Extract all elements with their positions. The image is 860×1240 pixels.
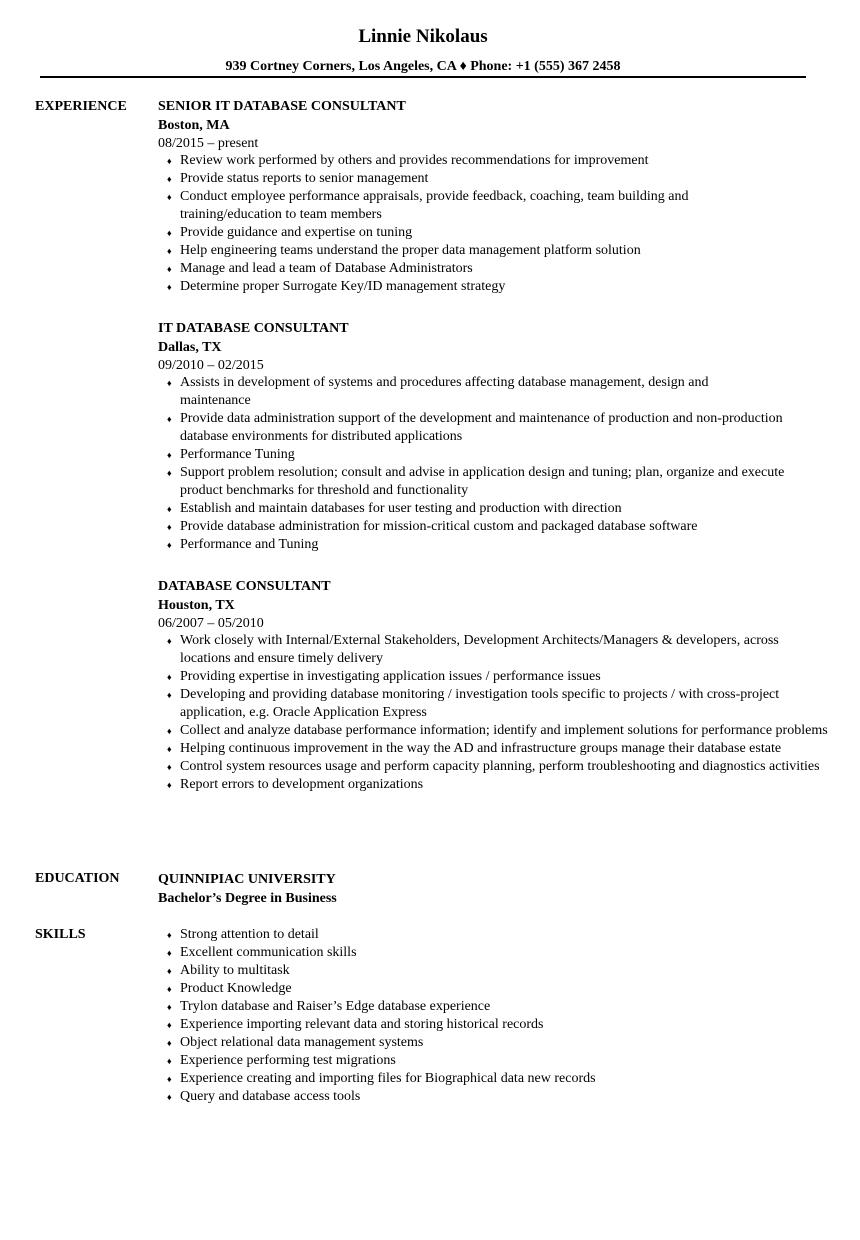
degree: Bachelor’s Degree in Business [158,891,337,906]
list-item: ♦ Provide database administration for mission-critical custom and packaged database software [167,519,698,534]
list-item: ♦ Performance Tuning [167,447,295,462]
bullet-icon: ♦ [167,636,172,646]
list-item: ♦ Providing expertise in investigating application issues / performance issues [167,669,601,684]
bullet-icon: ♦ [167,1038,172,1048]
bullet-icon: ♦ [167,228,172,238]
list-item: ♦ Object relational data management systems [167,1035,424,1050]
list-item: ♦ Help engineering teams understand the proper data management platform solution [167,243,641,258]
job-entry [158,98,818,296]
bullet-icon: ♦ [167,930,172,940]
bullet-icon: ♦ [167,282,172,292]
list-item: ♦ Provide status reports to senior management [167,171,429,186]
bullet-icon: ♦ [167,780,172,790]
list-item: ♦ Collect and analyze database performance information; identify and implement solutions for performance problems [167,723,828,738]
job-bullets [158,152,818,296]
bullet-icon: ♦ [167,450,172,460]
skills-list [158,926,818,1106]
bullet-icon: ♦ [167,468,172,478]
bullet-icon: ♦ [167,504,172,514]
bullet-icon: ♦ [167,192,172,202]
job-location: Boston, MA [158,118,230,133]
job-entry [158,320,818,554]
experience-list [158,98,828,818]
bullet-icon: ♦ [167,1002,172,1012]
bullet-icon: ♦ [167,984,172,994]
list-item: ♦ Report errors to development organizations [167,777,424,792]
job-entry [158,578,828,794]
bullet-icon: ♦ [167,378,172,388]
bullet-icon: ♦ [167,246,172,256]
list-item: ♦ Ability to multitask [167,963,290,978]
bullet-icon: ♦ [167,1092,172,1102]
list-item: ♦ Work closely with Internal/External Stakeholders, Development Architects/Managers & developers, across locations and ensure timely delivery [167,633,779,666]
contact-line: 939 Cortney Corners, Los Angeles, CA ♦ Phone: +1 (555) 367 2458 [225,59,621,74]
list-item: ♦ Strong attention to detail [167,927,319,942]
bullet-icon: ♦ [167,966,172,976]
bullet-icon: ♦ [167,540,172,550]
list-item: ♦ Experience performing test migrations [167,1053,396,1068]
list-item: ♦ Experience creating and importing files for Biographical data new records [167,1071,596,1086]
job-dates: 08/2015 – present [158,136,259,151]
job-bullets [158,632,828,794]
header-divider [40,76,806,78]
list-item: ♦ Trylon database and Raiser’s Edge database experience [167,999,491,1014]
section-label-experience: EXPERIENCE [35,99,127,114]
bullet-icon: ♦ [167,1074,172,1084]
bullet-icon: ♦ [167,672,172,682]
job-location: Dallas, TX [158,340,222,355]
job-dates: 09/2010 – 02/2015 [158,358,264,373]
list-item: ♦ Conduct employee performance appraisals, provide feedback, coaching, team building and training/education to team members [167,189,689,222]
resume-name: Linnie Nikolaus [358,26,488,47]
job-title: SENIOR IT DATABASE CONSULTANT [158,99,406,114]
list-item: ♦ Establish and maintain databases for user testing and production with direction [167,501,622,516]
school-name: QUINNIPIAC UNIVERSITY [158,872,336,887]
list-item: ♦ Review work performed by others and provides recommendations for improvement [167,153,649,168]
bullet-icon: ♦ [167,156,172,166]
bullet-icon: ♦ [167,264,172,274]
education-entry [158,870,818,908]
job-title: IT DATABASE CONSULTANT [158,321,349,336]
list-item: ♦ Developing and providing database monitoring / investigation tools specific to projects / with cross-project application, e.g. Oracle Application Express [167,687,780,720]
bullet-icon: ♦ [167,1056,172,1066]
bullet-icon: ♦ [167,174,172,184]
list-item: ♦ Provide data administration support of the development and maintenance of production and non-production database environments for distributed applications [167,411,783,444]
list-item: ♦ Provide guidance and expertise on tuning [167,225,413,240]
list-item: ♦ Performance and Tuning [167,537,319,552]
list-item: ♦ Control system resources usage and perform capacity planning, perform troubleshooting and diagnostics activities [167,759,820,774]
bullet-icon: ♦ [167,690,172,700]
list-item: ♦ Manage and lead a team of Database Administrators [167,261,473,276]
bullet-icon: ♦ [167,948,172,958]
list-item: ♦ Product Knowledge [167,981,292,996]
job-dates: 06/2007 – 05/2010 [158,616,264,631]
section-label-skills: SKILLS [35,927,86,942]
list-item: ♦ Query and database access tools [167,1089,361,1104]
bullet-icon: ♦ [167,744,172,754]
job-title: DATABASE CONSULTANT [158,579,331,594]
list-item: ♦ Experience importing relevant data and storing historical records [167,1017,544,1032]
job-bullets [158,374,818,554]
section-label-education: EDUCATION [35,871,120,886]
bullet-icon: ♦ [167,522,172,532]
list-item: ♦ Determine proper Surrogate Key/ID management strategy [167,279,506,294]
list-item: ♦ Support problem resolution; consult and advise in application design and tuning; plan, organize and execute product benchmarks for threshold and functionality [167,465,785,498]
skills-bullets [158,926,818,1106]
list-item: ♦ Excellent communication skills [167,945,357,960]
bullet-icon: ♦ [167,762,172,772]
list-item: ♦ Helping continuous improvement in the way the AD and infrastructure groups manage their database estate [167,741,782,756]
bullet-icon: ♦ [167,1020,172,1030]
job-location: Houston, TX [158,598,235,613]
bullet-icon: ♦ [167,726,172,736]
bullet-icon: ♦ [167,414,172,424]
list-item: ♦ Assists in development of systems and procedures affecting database management, design and maintenance [167,375,709,408]
